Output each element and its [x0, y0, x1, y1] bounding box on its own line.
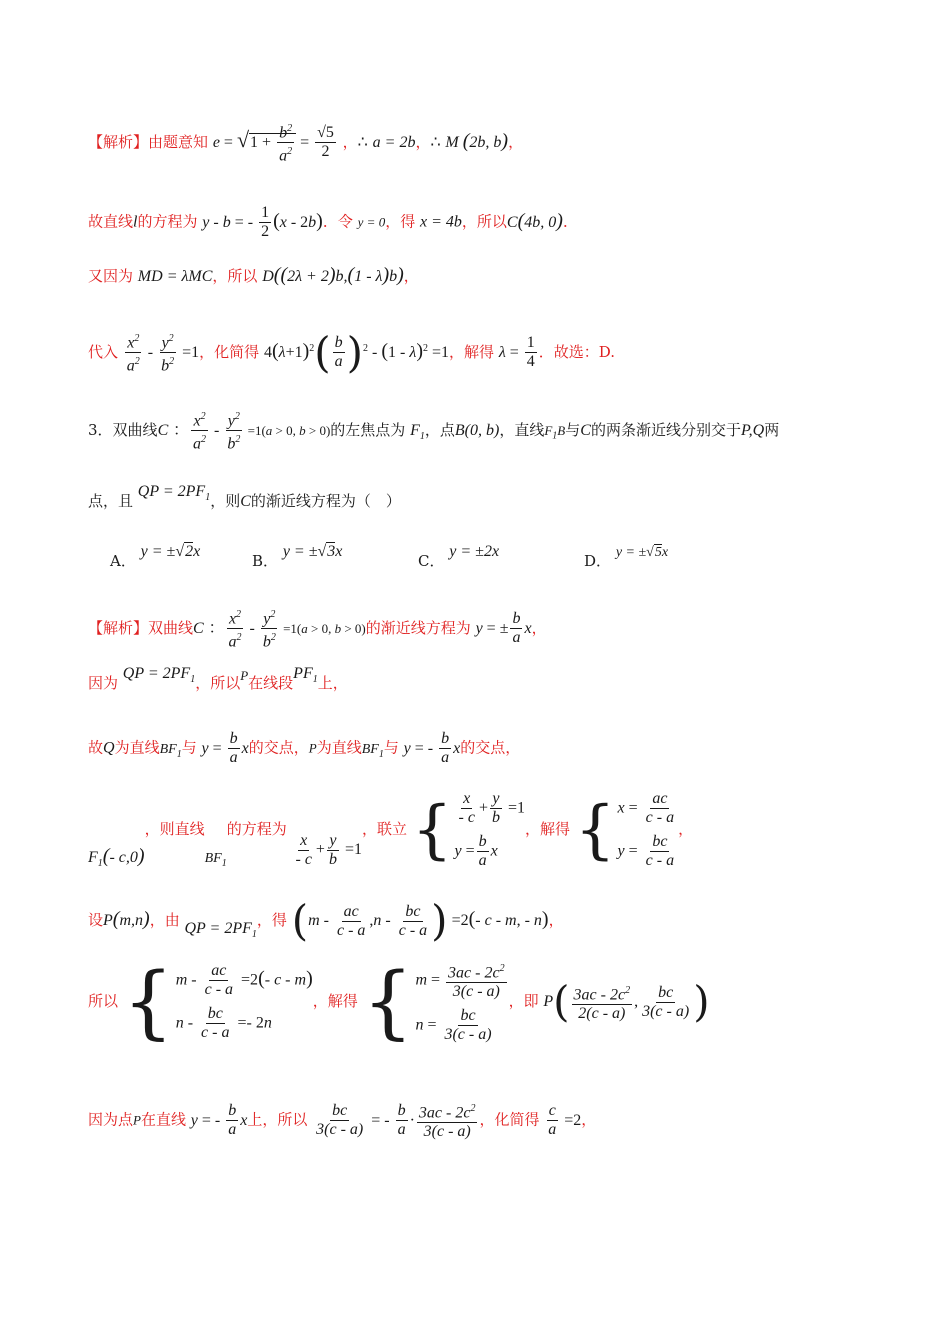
math-a-eq-2b: a = 2b: [372, 133, 416, 151]
text: ，则: [210, 492, 241, 510]
text: 由题意知: [148, 132, 209, 151]
text: ，所以: [461, 212, 507, 231]
text: 上，: [317, 674, 348, 692]
text: 双曲线: [112, 420, 158, 439]
text: 代入: [88, 342, 119, 361]
text: ，: [548, 911, 564, 929]
text: 的方程为: [137, 212, 198, 231]
option-label: D．: [584, 552, 612, 570]
text: ，: [403, 267, 419, 285]
math-line-equation: y - b = - $\frac{1}{2}$ (x - 2b): [202, 204, 323, 240]
option-label: C．: [418, 552, 445, 570]
text: 又因为: [88, 267, 134, 285]
math-QP-2PF1: QP = $2PF_1$: [184, 920, 257, 941]
math-PF1: $PF_1$: [293, 665, 318, 686]
math-point-C: C(4b, 0): [506, 209, 563, 232]
option-math: y = ±√2x: [140, 543, 201, 560]
text: 上，所以: [247, 1110, 308, 1129]
problem3-line1: [88, 408, 779, 454]
math-C: C: [193, 619, 204, 637]
therefore-symbol: ∴: [357, 133, 368, 151]
math-line-BF1: $\frac{x}{- c}$ + $\frac{y}{b}$ =1: [295, 831, 362, 868]
option-math: y = ±√5x: [615, 545, 669, 560]
text: 设: [88, 911, 104, 929]
math-point-M: M (2b, b): [445, 129, 509, 152]
math-asymptote-pos: y = $\frac{b}{a}$ x: [201, 730, 249, 766]
text: 的方程为: [226, 820, 287, 838]
text: 与: [181, 738, 197, 757]
text: 的渐近线方程为（ ）: [250, 492, 401, 510]
solution3-line5: [88, 896, 564, 945]
math-x-4b: x = 4b: [420, 213, 462, 231]
text: 的交点，: [460, 738, 521, 757]
math-C: C: [240, 493, 251, 510]
math-vector-equation: (m - $\frac{ac}{c - a}$ ,n - $\frac{bc}{c - a}$ ) =2(- c - m, - n): [291, 896, 549, 945]
text: ，所以: [212, 267, 258, 285]
therefore-symbol: ∴: [430, 133, 441, 151]
math-hyperbola-def: ： $\frac{x^2}{a^2}$ - $\frac{y^2}{b^2}$ =1(a > 0, b > 0): [173, 421, 330, 439]
math-vector-eq: MD = λMC: [137, 268, 213, 285]
option-label: B．: [252, 552, 279, 570]
solution3-line6: [88, 955, 710, 1049]
text: ，所以: [195, 674, 241, 692]
text: 两: [764, 420, 780, 439]
math-C: C: [580, 421, 591, 439]
math-lambda: λ = $\frac{1}{4}$: [498, 334, 535, 371]
text: ，则直线: [144, 820, 205, 838]
text: ，: [531, 618, 547, 637]
math-substitution: $\frac{bc}{3(c - a)}$ = - $\frac{b}{a}$ · $\frac{3ac - 2c^2}{3(c - a)}$: [312, 1111, 479, 1129]
text: 双曲线: [148, 618, 194, 637]
math-point-B: B(0, b): [454, 421, 500, 439]
math-BF1: $BF_1$: [204, 851, 227, 869]
option-label: A．: [110, 552, 136, 570]
solution3-line2: [88, 665, 348, 695]
math-ratio: $\frac{c}{a}$ =2: [548, 1102, 582, 1139]
text: ．令: [322, 212, 353, 231]
math-y-zero: y = 0: [357, 214, 386, 230]
text: 因为点: [88, 1110, 134, 1129]
math-Q: Q: [103, 739, 115, 757]
math-asymptote: y = ± $\frac{b}{a}$ x: [475, 610, 532, 647]
math-simplified: $4(\lambda+1)^2$( $\frac{b}{a}$ )$^2$ - (1 - λ)$^2$ =1: [263, 327, 450, 377]
math-solution-1: { x = $\frac{ac}{c - a}$ y = $\frac{bc}{c - a}$: [574, 790, 675, 869]
text: 为直线: [114, 738, 160, 757]
text: ，得: [385, 212, 416, 231]
solution2-line2: [88, 204, 578, 241]
text: ，即: [508, 992, 539, 1011]
text: ．故选：D.: [538, 342, 616, 361]
text: ，解得: [525, 820, 571, 838]
text: 为直线: [316, 738, 362, 757]
math-hyperbola-def: ： $\frac{x^2}{a^2}$ - $\frac{y^2}{b^2}$ =1(a > 0, b > 0): [208, 619, 365, 637]
solution-label: 【解析】: [88, 618, 149, 637]
math-F1: $F_1$: [410, 421, 425, 443]
math-F1B: $F_1B$: [544, 422, 566, 442]
math-F1-point: $F_1(-$ c,0): [88, 845, 145, 870]
math-BF1: $BF_1$: [159, 741, 182, 760]
option-d[interactable]: [584, 545, 669, 571]
text: ，: [678, 820, 694, 838]
text: ，点: [424, 420, 455, 439]
solution2-line4: [88, 327, 616, 377]
math-C: C: [157, 421, 169, 439]
text: 因为: [88, 674, 119, 692]
text: ，: [415, 132, 431, 151]
text: 在直线: [140, 1110, 186, 1129]
math-BF1: $BF_1$: [361, 741, 384, 760]
text: 与: [383, 738, 399, 757]
text: ，直线: [499, 420, 545, 439]
text: ，由: [149, 911, 180, 929]
solution3-line1: [88, 606, 547, 652]
math-P: P: [308, 740, 317, 756]
text: ，得: [256, 911, 287, 929]
solution3-line7: [88, 1100, 596, 1141]
text: ，化简得: [199, 342, 260, 361]
math-asymptote-neg: y = - $\frac{b}{a}$ x: [403, 730, 461, 766]
text: ，: [581, 1110, 597, 1129]
math-point-P: P(m,n): [103, 908, 150, 930]
option-b[interactable]: [252, 543, 343, 571]
text: 故: [88, 738, 104, 757]
math-QP-2PF1: QP = $2PF_1$: [122, 665, 196, 686]
solution3-line3: [88, 730, 520, 767]
text: 的两条渐近线分别交于: [590, 420, 741, 439]
option-a[interactable]: [110, 543, 201, 571]
text: ，化简得: [479, 1110, 540, 1129]
math-system-1: { $\frac{x}{- c}$ + $\frac{y}{b}$ =1 y = $\frac{b}{a}$ x: [411, 790, 525, 869]
solution3-line4: [88, 790, 693, 870]
problem3-line2: [88, 483, 401, 513]
math-asymptote-neg: y = - $\frac{b}{a}$ x: [190, 1102, 248, 1139]
text: 与: [565, 420, 581, 439]
text: 的左焦点为: [330, 420, 406, 439]
math-eccentricity: e = √1 + $\frac{b^2}{a^2}$ = $\frac{√5}{2}$: [213, 133, 343, 151]
solution-label: 【解析】: [88, 132, 149, 151]
math-point-D: D((2λ + 2)b,(1 - λ)b): [262, 264, 404, 286]
math-point-P-result: P( $\frac{3ac - 2c^2}{2(c - a)}$ , $\frac{bc}{3(c - a)}$ ): [543, 977, 710, 1027]
text: 故直线: [88, 212, 134, 231]
text: ，解得: [449, 342, 495, 361]
text: ，解得: [312, 992, 358, 1011]
math-line-l: l: [133, 213, 138, 231]
text: ．: [562, 212, 578, 231]
problem-number: 3．: [88, 420, 113, 439]
text: 在线段: [248, 674, 294, 692]
text: ，联立: [361, 820, 407, 838]
math-solution-2: { m = $\frac{3ac - 2c^2}{3(c - a)}$ n = $\frac{bc}{3(c - a)}$: [362, 955, 505, 1049]
math-P: P: [240, 668, 249, 683]
solution2-line3: [88, 264, 419, 287]
text: ，: [342, 132, 358, 151]
math-P: P: [133, 1112, 141, 1128]
option-math: y = ±2x: [449, 543, 500, 560]
text: 点，且: [88, 492, 134, 510]
text: 所以: [88, 992, 119, 1011]
solution2-line1: [88, 120, 523, 166]
text: 的交点，: [248, 738, 309, 757]
text: ，: [508, 132, 524, 151]
math-PQ: P,Q: [740, 421, 765, 439]
option-c[interactable]: [418, 543, 500, 571]
text: 的渐近线方程为: [365, 618, 471, 637]
math-system-2: { m - $\frac{ac}{c - a}$ =2(- c - m) n - $\frac{bc}{c - a}$ =- 2n: [122, 955, 313, 1049]
option-math: y = ±√3x: [282, 543, 343, 560]
math-hyperbola: $\frac{x^2}{a^2}$ - $\frac{y^2}{b^2}$ =1: [123, 343, 199, 361]
math-QP-2PF1: QP = $2PF_1$: [137, 483, 211, 504]
